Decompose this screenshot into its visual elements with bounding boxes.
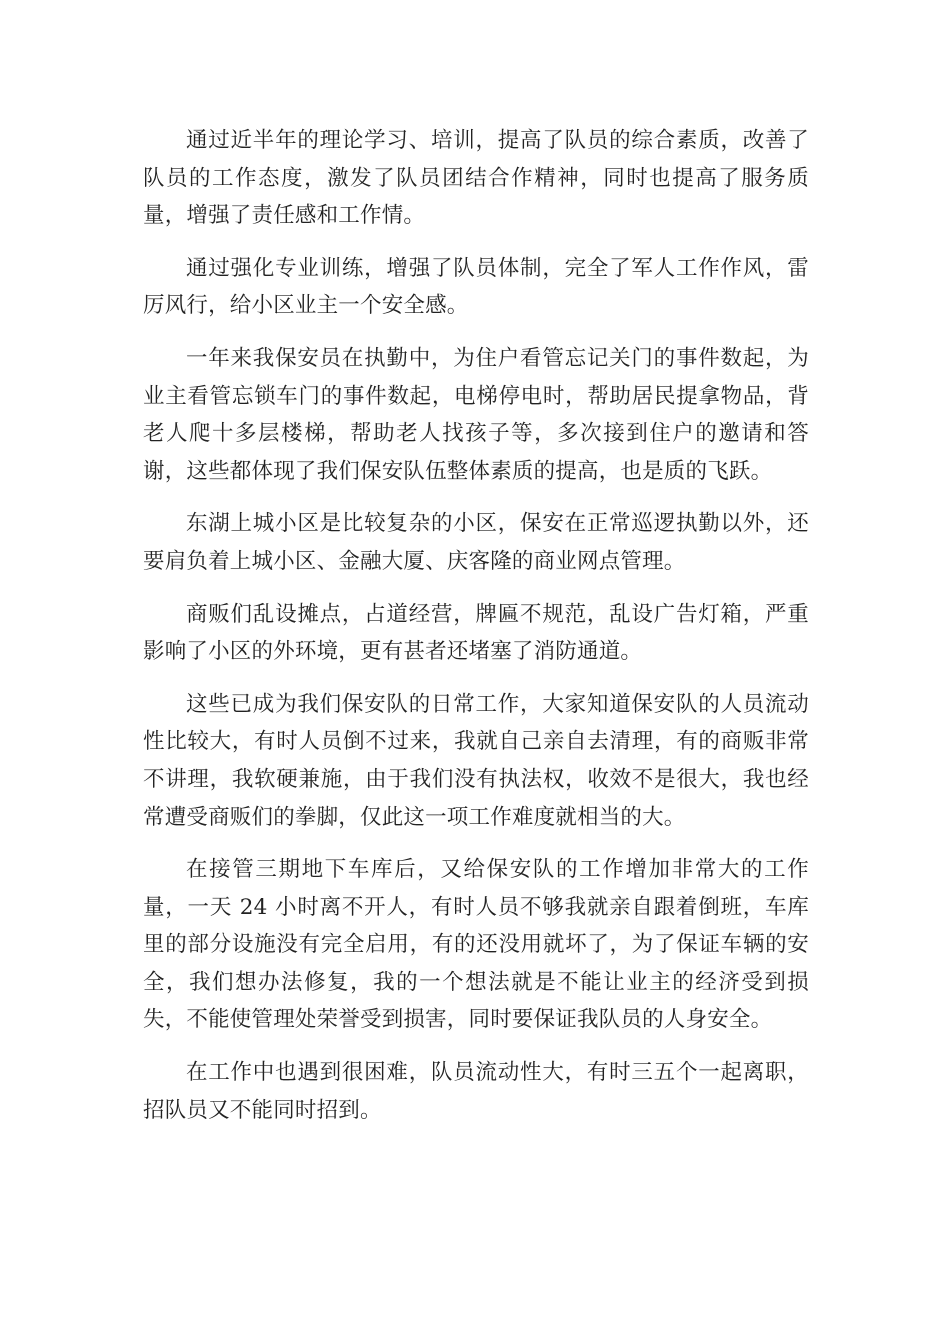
paragraph: 通过强化专业训练，增强了队员体制，完全了军人工作作风，雷厉风行，给小区业主一个安全感。 — [143, 255, 809, 319]
document-body — [143, 122, 809, 1144]
paragraph: 这些已成为我们保安队的日常工作，大家知道保安队的人员流动性比较大，有时人员倒不过来，我就自己亲自去清理，有的商贩非常不讲理，我软硬兼施，由于我们没有执法权，收效不是很大，我也经常遭受商贩们的拳脚，仅此这一项工作难度就相当的大。 — [143, 691, 809, 830]
paragraph: 在工作中也遇到很困难，队员流动性大，有时三五个一起离职，招队员又不能同时招到。 — [143, 1060, 809, 1123]
paragraph: 东湖上城小区是比较复杂的小区，保安在正常巡逻执勤以外，还要肩负着上城小区、金融大厦、庆客隆的商业网点管理。 — [143, 511, 809, 574]
paragraph: 在接管三期地下车库后，又给保安队的工作增加非常大的工作量，一天 24 小时离不开人，有时人员不够我就亲自跟着倒班，车库里的部分设施没有完全启用，有的还没用就坏了，为了保证车辆的安全，我们想办法修复，我的一个想法就是不能让业主的经济受到损失，不能使管理处荣誉受到损害，同时要保证我队员的人身安全。 — [143, 857, 809, 1033]
paragraph: 通过近半年的理论学习、培训，提高了队员的综合素质，改善了队员的工作态度，激发了队员团结合作精神，同时也提高了服务质量，增强了责任感和工作情。 — [143, 128, 809, 229]
paragraph: 商贩们乱设摊点，占道经营，牌匾不规范，乱设广告灯箱，严重影响了小区的外环境，更有甚者还堵塞了消防通道。 — [143, 601, 809, 665]
paragraph: 一年来我保安员在执勤中，为住户看管忘记关门的事件数起，为业主看管忘锁车门的事件数起，电梯停电时，帮助居民提拿物品，背老人爬十多层楼梯，帮助老人找孩子等，多次接到住户的邀请和答谢，这些都体现了我们保安队伍整体素质的提高，也是质的飞跃。 — [143, 345, 809, 484]
